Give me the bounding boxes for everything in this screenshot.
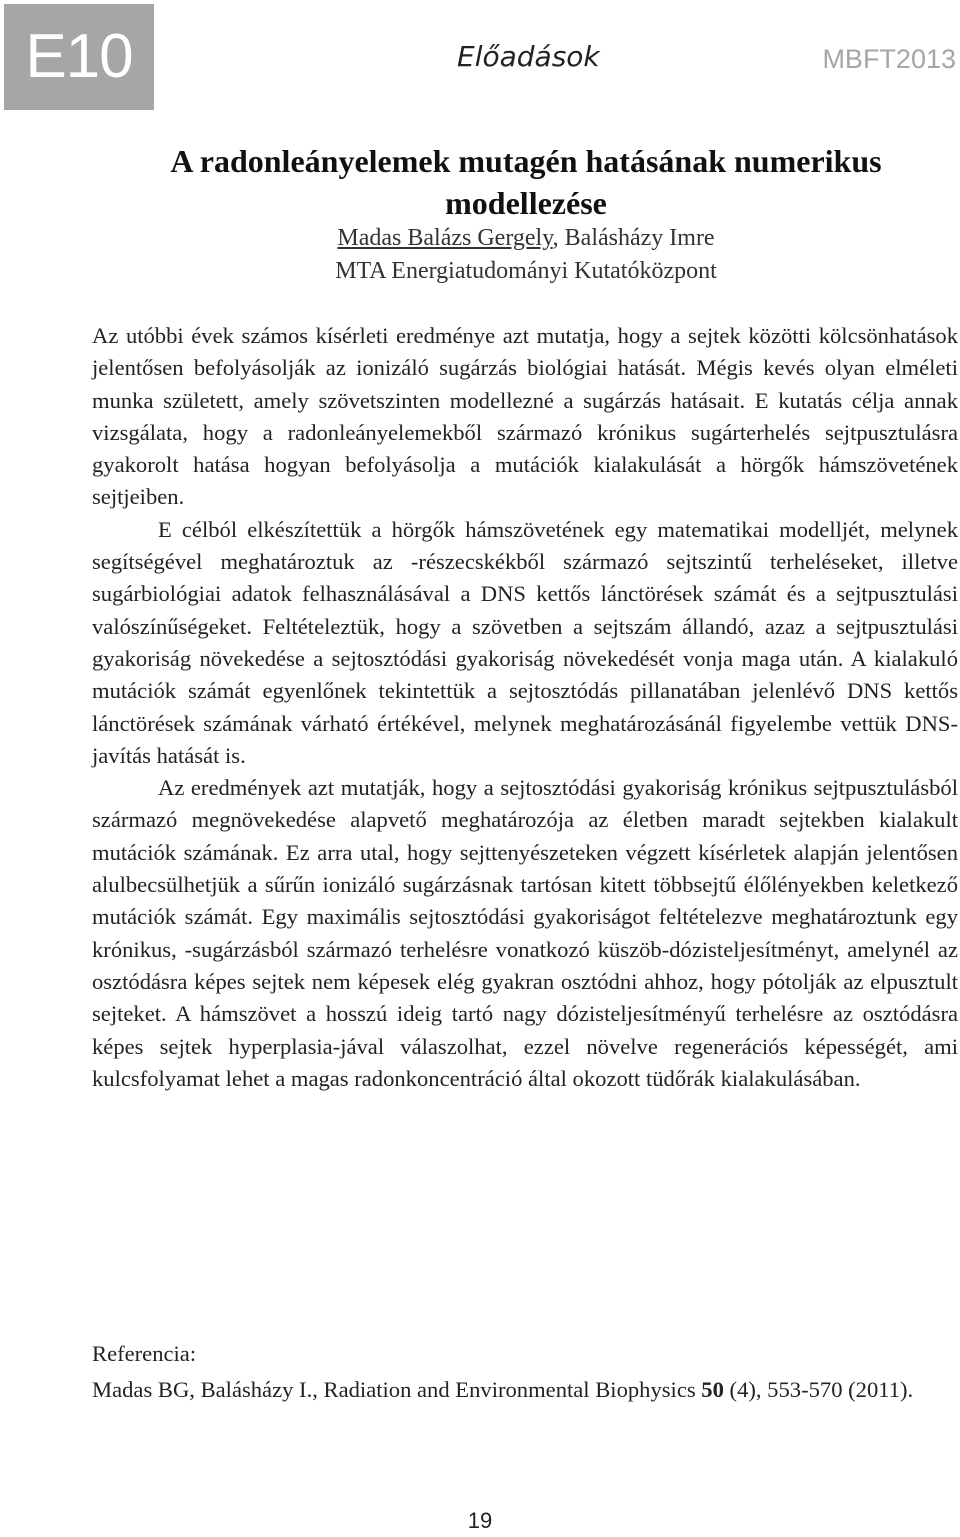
conference-label: MBFT2013 xyxy=(822,44,956,74)
reference-text-start: Madas BG, Balásházy I., Radiation and Environmental Biophysics xyxy=(92,1377,702,1402)
affiliation: MTA Energiatudományi Kutatóközpont xyxy=(335,258,717,284)
author-list xyxy=(92,222,960,254)
section-code-badge: E10 xyxy=(4,4,154,110)
reference-volume: 50 xyxy=(701,1377,724,1402)
abstract-paragraph-2: E célból elkészítettük a hörgők hámszövetének egy matematikai modelljét, melynek segítségével meghatároztuk az -részecskékből származó sejtszintű terheléseket, illetve sugárbiológiai adatok felhasználásával a DNS kettős lánctörések számát és a sejtpusztulási valószínűségeket. Feltételeztük, hogy a szövetben a sejtszám állandó, azaz a sejtpusztulási gyakoriság növekedése a sejtosztódási gyakoriság növekedését vonja maga után. A kialakuló mutációk számát egyenlőnek tekintettük a sejtosztódás pillanatában jelenlévő DNS kettős lánctörések számának várható értékével, melynek meghatározásánál figyelembe vettük DNS-javítás hatását is. xyxy=(92,516,958,768)
reference-text-end: (4), 553-570 (2011). xyxy=(723,1377,914,1402)
paper-title: A radonleányelemek mutagén hatásának numerikus modellezése xyxy=(170,143,882,221)
presenting-author: Madas Balázs Gergely xyxy=(337,225,553,251)
section-title: Előadások xyxy=(457,40,600,73)
reference-entry xyxy=(92,1374,958,1406)
author-separator: , xyxy=(552,225,565,251)
abstract-paragraph-3: Az eredmények azt mutatják, hogy a sejtosztódási gyakoriság krónikus sejtpusztulásból származó megnövekedése alapvető meghatározója az életben maradt sejtekben kialakult mutációk számának. Ez arra utal, hogy sejttenyészeteken végzett kísérletek alapján jelentősen alulbecsülhetjük a sűrűn ionizáló sugárzásnak tartósan kitett többsejtű élőlényekben keletkező mutációk számát. Egy maximális sejtosztódási gyakoriságot feltételezve meghatároztunk egy krónikus, -sugárzásból származó terhelésre vonatkozó küszöb-dózisteljesítményt, amelynél az osztódásra képes sejtek nem képesek elég gyakran osztódni ahhoz, hogy pótolják az elpusztult sejteket. A hámszövet a hosszú ideig tartó nagy dózisteljesítményű terhelésre az osztódásra képes sejtek hyperplasia-jával válaszolhat, ezzel növelve regenerációs képességét, ami kulcsfolyamat lehet a magas radonkoncentráció által okozott tüdőrák kialakulásában. xyxy=(92,775,958,1091)
abstract-paragraph-1: Az utóbbi évek számos kísérleti eredménye azt mutatja, hogy a sejtek közötti kölcsönhatások jelentősen befolyásolják az ionizáló sugárzás biológiai hatását. Mégis kevés olyan elméleti munka született, amely szövetszinten modellezné a sugárzás hatásait. E kutatás célja annak vizsgálata, hogy a radonleányelemekből származó krónikus sugárterhelés sejtpusztulásra gyakorolt hatása hogyan befolyásolja a mutációk kialakulását a hörgők hámszövetének sejtjeiben. xyxy=(92,323,958,510)
page-number: 19 xyxy=(467,1508,493,1533)
references-heading: Referencia: xyxy=(92,1341,197,1366)
abstract-body xyxy=(92,320,958,1095)
coauthor: Balásházy Imre xyxy=(564,225,715,251)
